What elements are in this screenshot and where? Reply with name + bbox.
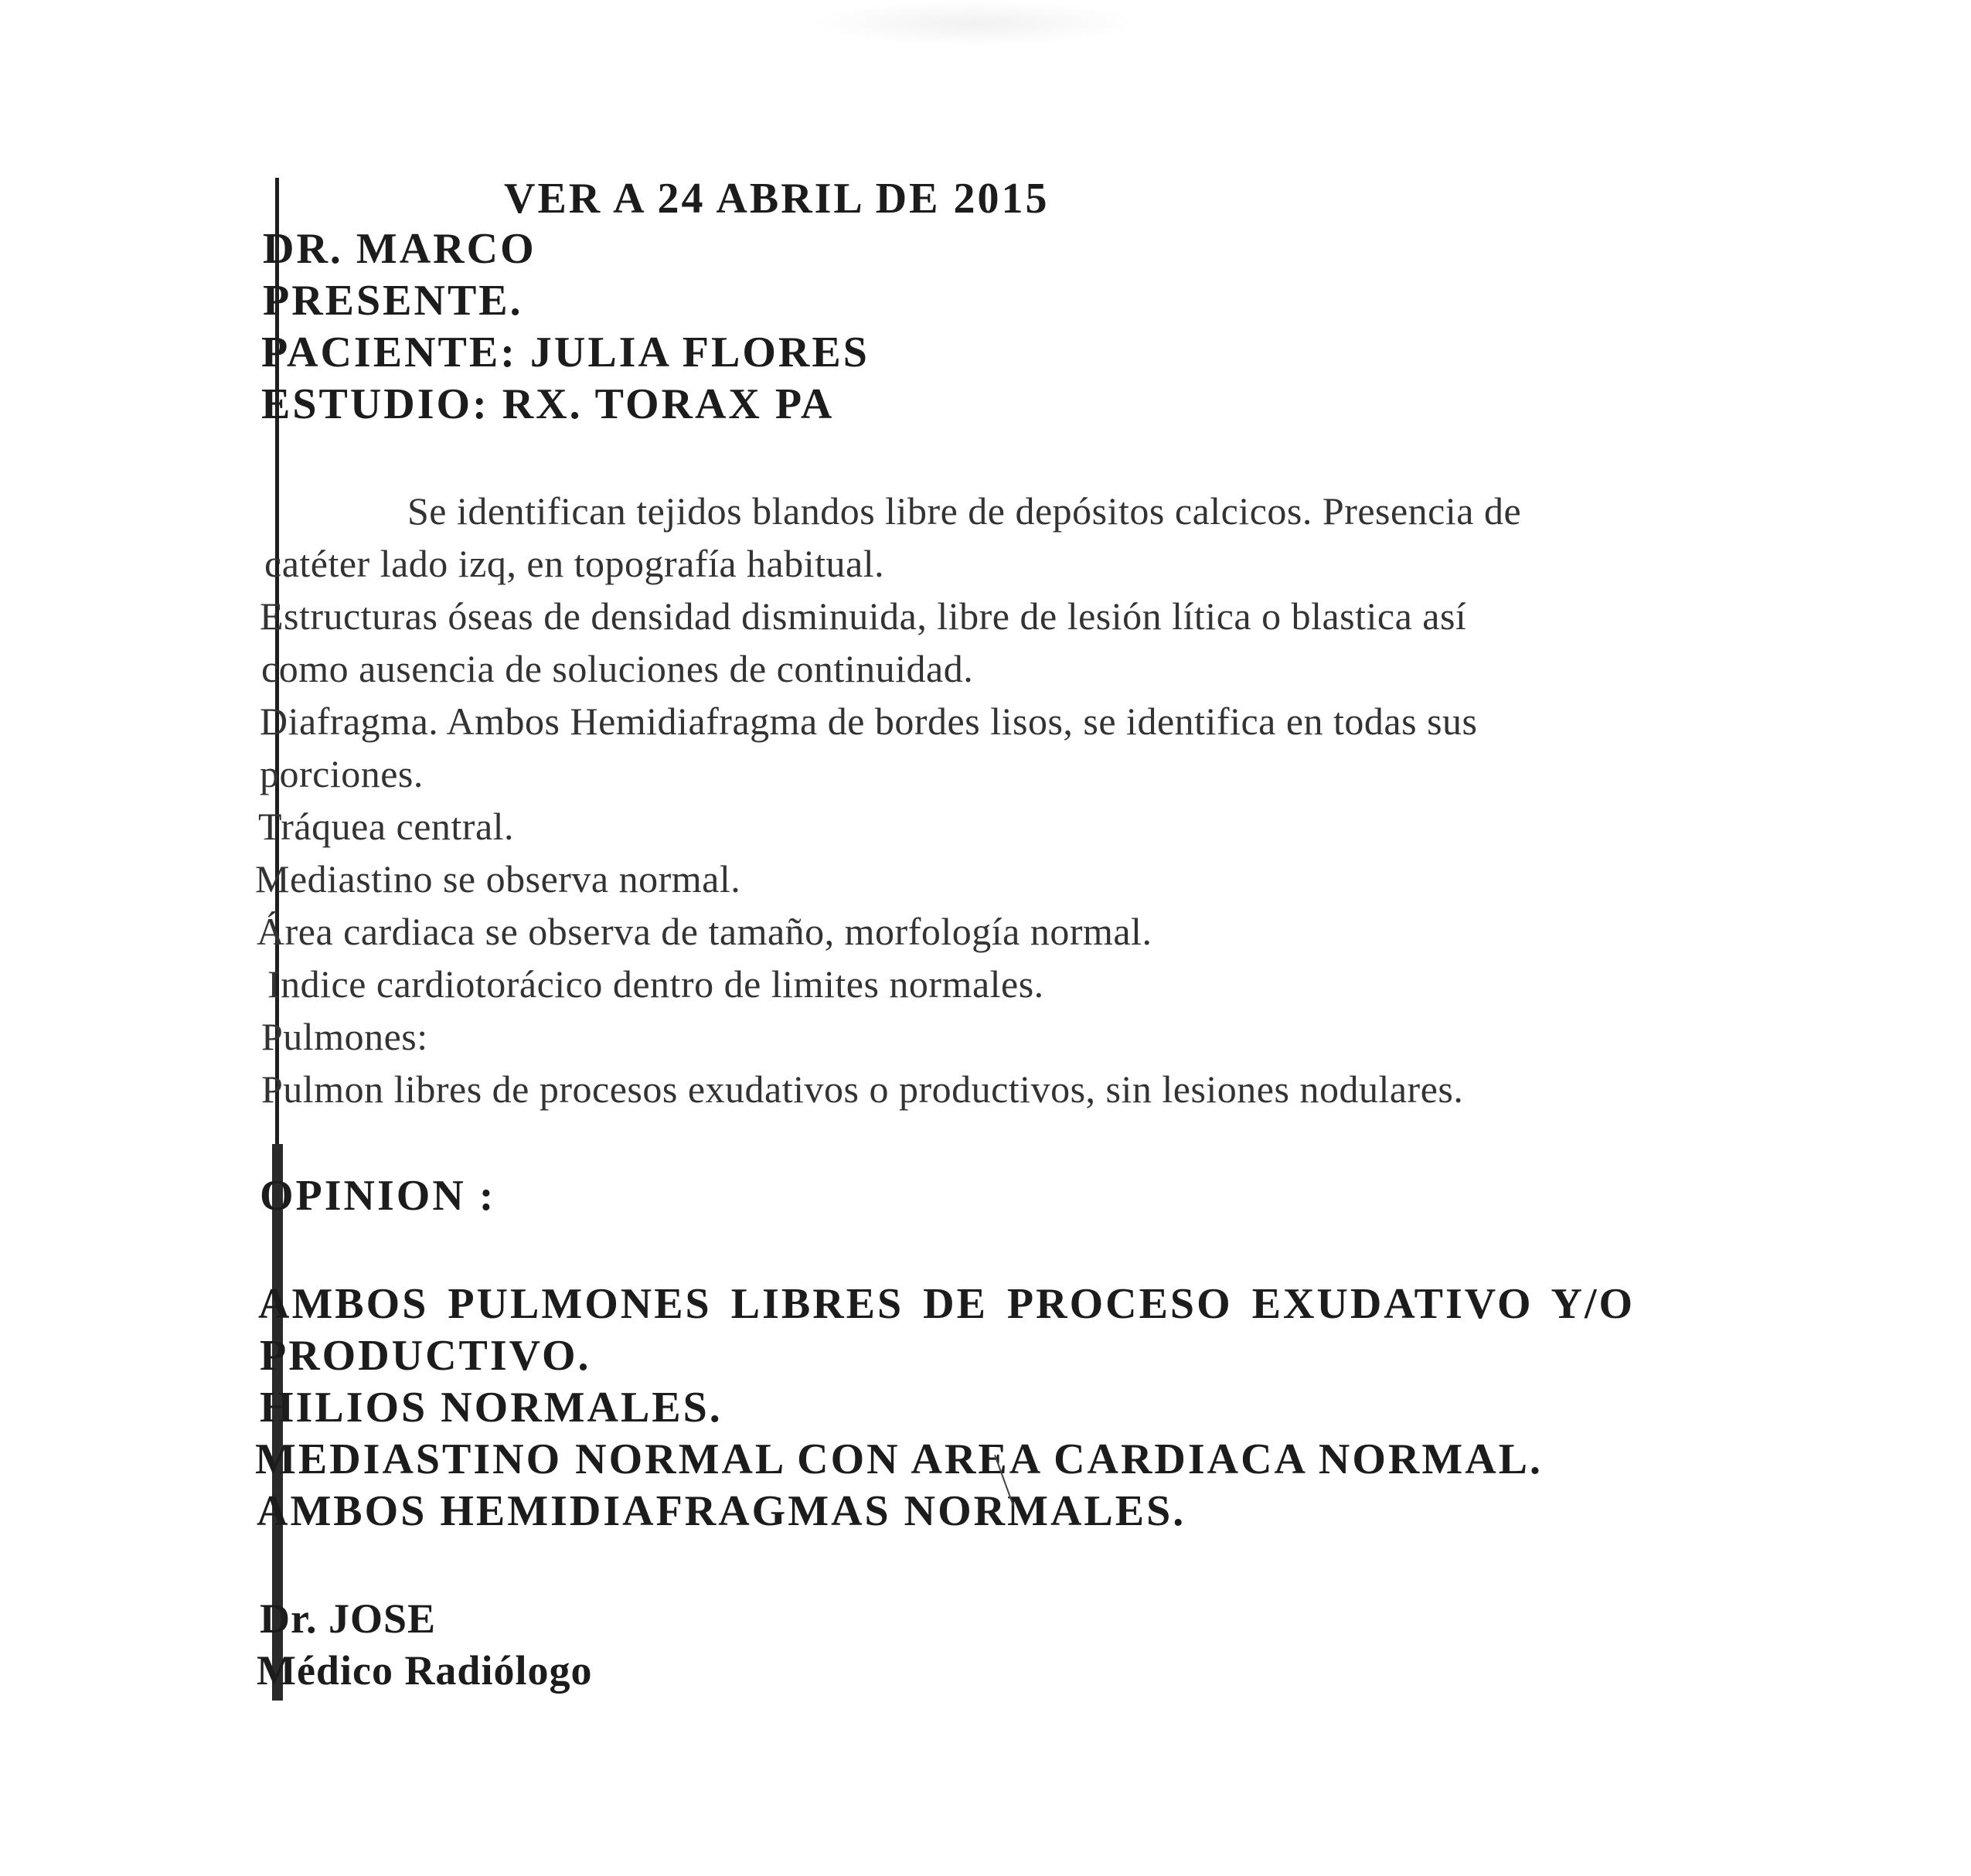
- opinion-line: MEDIASTINO NORMAL CON AREA CARDIACA NORMAL.: [255, 1435, 1543, 1483]
- finding-line: Área cardiaca se observa de tamaño, morfología normal.: [257, 910, 1152, 953]
- opinion-line: PRODUCTIVO.: [260, 1332, 591, 1380]
- finding-line: Se identifican tejidos blandos libre de depósitos calcicos. Presencia de: [407, 489, 1522, 533]
- finding-line: Estructuras óseas de densidad disminuida, libre de lesión lítica o blastica así: [260, 594, 1467, 638]
- addressee-doctor: DR. MARCO: [263, 225, 536, 273]
- finding-line: catéter lado izq, en topografía habitual.: [264, 542, 885, 585]
- finding-line: Mediastino se observa normal.: [255, 857, 741, 901]
- study-line: ESTUDIO: RX. TORAX PA: [261, 380, 835, 428]
- finding-line: Tráquea central.: [258, 805, 515, 848]
- signature-title: Médico Radiólogo: [257, 1647, 593, 1694]
- presente-line: PRESENTE.: [263, 277, 523, 325]
- finding-line: Indice cardiotorácico dentro de limites normales.: [267, 962, 1044, 1006]
- signature-name: Dr. JOSE: [260, 1595, 437, 1642]
- report-date: VER A 24 ABRIL DE 2015: [504, 175, 1050, 223]
- opinion-line: AMBOS PULMONES LIBRES DE PROCESO EXUDATIVO Y/O: [258, 1280, 1636, 1328]
- finding-line: Pulmones:: [261, 1015, 428, 1058]
- finding-line: Diafragma. Ambos Hemidiafragma de bordes lisos, se identifica en todas sus: [260, 700, 1478, 743]
- opinion-line: AMBOS HEMIDIAFRAGMAS NORMALES.: [257, 1487, 1186, 1535]
- finding-line: Pulmon libres de procesos exudativos o productivos, sin lesiones nodulares.: [261, 1067, 1464, 1111]
- finding-line: como ausencia de soluciones de continuidad.: [261, 647, 974, 690]
- patient-line: PACIENTE: JULIA FLORES: [261, 329, 870, 376]
- report-text-area: [255, 0, 1748, 1876]
- opinion-line: HILIOS NORMALES.: [260, 1384, 723, 1432]
- opinion-heading: OPINION :: [260, 1172, 496, 1220]
- finding-line: porciones.: [260, 752, 424, 795]
